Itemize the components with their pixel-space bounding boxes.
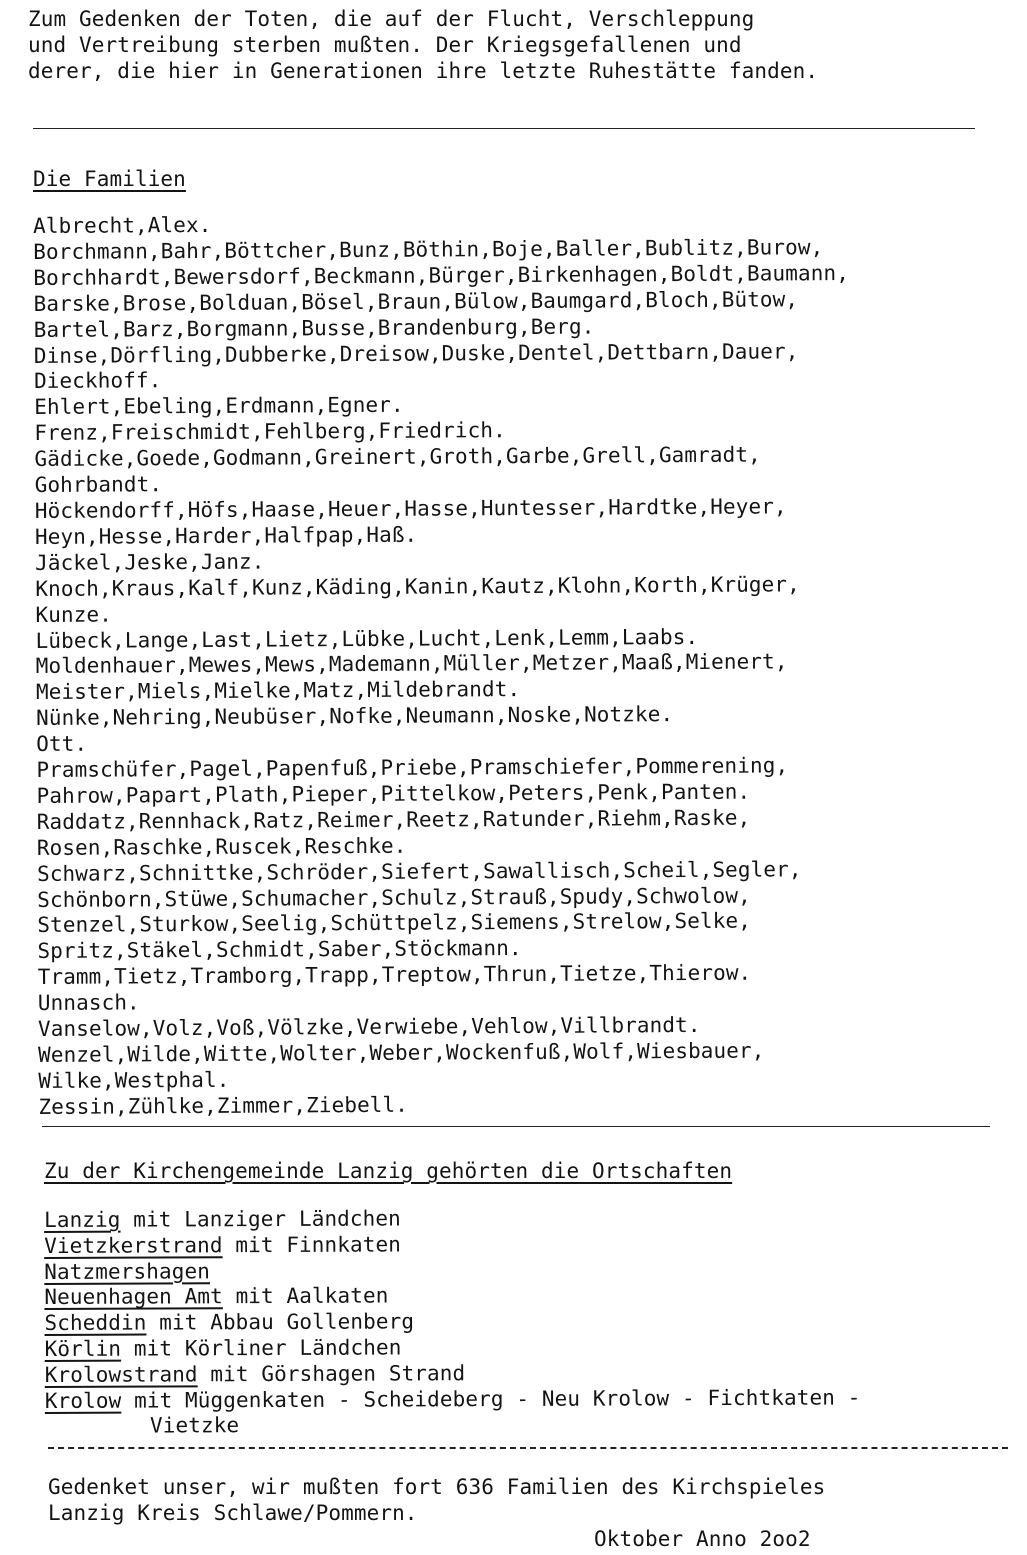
family-line: Frenz,Freischmidt,Fehlberg,Friedrich. <box>34 418 506 446</box>
place-line <box>44 1256 860 1285</box>
place-name: Krolowstrand <box>44 1362 198 1387</box>
family-line: Wenzel,Wilde,Witte,Wolter,Weber,Wockenfuß,Wolf,Wiesbauer, <box>38 1038 765 1067</box>
family-list <box>33 209 854 1121</box>
family-line: Schwarz,Schnittke,Schröder,Siefert,Sawallisch,Scheil,Segler, <box>36 856 802 886</box>
family-line: Spritz,Stäkel,Schmidt,Saber,Stöckmann. <box>37 936 522 964</box>
closing-line: Lanzig Kreis Schlawe/Pommern. <box>48 1501 418 1525</box>
place-name: Vietzkerstrand <box>44 1233 223 1258</box>
place-line <box>45 1385 861 1414</box>
family-line: Dinse,Dörfling,Dubberke,Dreisow,Duske,Dentel,Dettbarn,Dauer, <box>33 338 799 368</box>
place-detail: mit Körliner Ländchen <box>121 1335 402 1361</box>
closing-line: Gedenket unser, wir mußten fort 636 Familien des Kirchspieles <box>48 1475 826 1499</box>
family-line: Gohrbandt. <box>34 472 163 498</box>
families-heading: Die Familien <box>33 167 186 191</box>
place-detail: mit Lanziger Ländchen <box>120 1206 401 1232</box>
intro-line: derer, die hier in Generationen ihre letzte Ruhestätte fanden. <box>28 59 819 83</box>
place-continuation: Vietzke <box>149 1413 240 1438</box>
place-name: Natzmershagen <box>44 1258 211 1284</box>
place-line <box>44 1230 860 1259</box>
family-line: Lübeck,Lange,Last,Lietz,Lübke,Lucht,Lenk,Lemm,Laabs. <box>35 624 699 653</box>
family-line: Raddatz,Rennhack,Ratz,Reimer,Reetz,Ratunder,Riehm,Raske, <box>36 805 751 834</box>
divider <box>42 1126 990 1127</box>
family-line: Zessin,Zühlke,Zimmer,Ziebell. <box>38 1092 409 1119</box>
family-line: Nünke,Nehring,Neubüser,Nofke,Neumann,Noske,Notzke. <box>36 702 674 731</box>
place-detail: mit Abbau Gollenberg <box>146 1309 415 1335</box>
place-name: Lanzig <box>44 1207 121 1232</box>
date-line: Oktober Anno 2oo2 <box>594 1527 811 1551</box>
family-line: Wilke,Westphal. <box>38 1067 230 1093</box>
divider <box>33 128 975 129</box>
places-list <box>44 1204 861 1440</box>
family-line: Knoch,Kraus,Kalf,Kunz,Käding,Kanin,Kautz,Klohn,Korth,Krüger, <box>35 572 800 601</box>
family-line: Bartel,Barz,Borgmann,Busse,Brandenburg,Berg. <box>33 314 595 342</box>
place-detail: mit Finnkaten <box>222 1232 402 1258</box>
place-name: Krolow <box>44 1388 122 1413</box>
family-line: Tramm,Tietz,Tramborg,Trapp,Treptow,Thrun,Tietze,Thierow. <box>37 960 752 990</box>
family-line: Ott. <box>36 731 88 757</box>
intro-text <box>28 6 818 84</box>
family-line: Kunze. <box>35 602 112 627</box>
place-detail: mit Görshagen Strand <box>197 1360 466 1387</box>
family-line: Stenzel,Sturkow,Seelig,Schüttpelz,Siemens,Strelow,Selke, <box>37 909 752 938</box>
intro-line: und Vertreibung sterben mußten. Der Kriegsgefallenen und <box>28 33 742 57</box>
family-line: Schönborn,Stüwe,Schumacher,Schulz,Strauß,Spudy,Schwolow, <box>37 883 751 912</box>
family-line: Vanselow,Volz,Voß,Völzke,Verwiebe,Vehlow,Villbrandt. <box>37 1013 701 1042</box>
place-detail: mit Müggenkaten - Scheideberg - Neu Krolow - Fichtkaten - <box>121 1385 861 1413</box>
place-name: Neuenhagen Amt <box>44 1284 223 1310</box>
family-line: Borchhardt,Bewersdorf,Beckmann,Bürger,Birkenhagen,Boldt,Baumann, <box>33 260 850 290</box>
family-line: Unnasch. <box>37 990 140 1016</box>
family-line: Barske,Brose,Bolduan,Bösel,Braun,Bülow,Baumgard,Bloch,Bütow, <box>33 287 799 316</box>
family-line: Jäckel,Jeske,Janz. <box>35 549 265 575</box>
family-line: Gädicke,Goede,Godmann,Greinert,Groth,Garbe,Grell,Gamradt, <box>34 442 761 472</box>
dashed-divider <box>48 1447 1008 1449</box>
intro-line: Zum Gedenken der Toten, die auf der Flucht, Verschleppung <box>28 7 755 31</box>
place-line <box>45 1359 861 1388</box>
place-line <box>45 1333 861 1362</box>
place-detail: mit Aalkaten <box>222 1283 389 1309</box>
place-name: Körlin <box>44 1336 122 1361</box>
closing-text <box>48 1474 825 1526</box>
family-line: Heyn,Hesse,Harder,Halfpap,Haß. <box>34 522 418 549</box>
place-line <box>44 1282 860 1311</box>
family-line: Pramschüfer,Pagel,Papenfuß,Priebe,Pramschiefer,Pommerening, <box>36 753 789 783</box>
family-line: Borchmann,Bahr,Böttcher,Bunz,Böthin,Boje,Baller,Bublitz,Burow, <box>33 235 824 264</box>
family-line: Höckendorff,Höfs,Haase,Heuer,Hasse,Huntesser,Hardtke,Heyer, <box>34 494 787 523</box>
family-line: Pahrow,Papart,Plath,Pieper,Pittelkow,Peters,Penk,Panten. <box>36 779 751 808</box>
family-line: Meister,Miels,Mielke,Matz,Mildebrandt. <box>35 677 521 705</box>
family-line: Moldenhauer,Mewes,Mews,Mademann,Müller,Metzer,Maaß,Mienert, <box>35 649 788 679</box>
place-line <box>44 1308 860 1337</box>
places-heading: Zu der Kirchengemeinde Lanzig gehörten die Ortschaften <box>44 1159 733 1183</box>
place-name: Scheddin <box>44 1310 147 1336</box>
family-line: Albrecht,Alex. <box>33 212 212 238</box>
family-line: Ehlert,Ebeling,Erdmann,Egner. <box>34 393 404 420</box>
place-line <box>44 1204 860 1233</box>
family-line: Rosen,Raschke,Ruscek,Reschke. <box>36 833 407 860</box>
family-line: Dieckhoff. <box>33 368 162 394</box>
